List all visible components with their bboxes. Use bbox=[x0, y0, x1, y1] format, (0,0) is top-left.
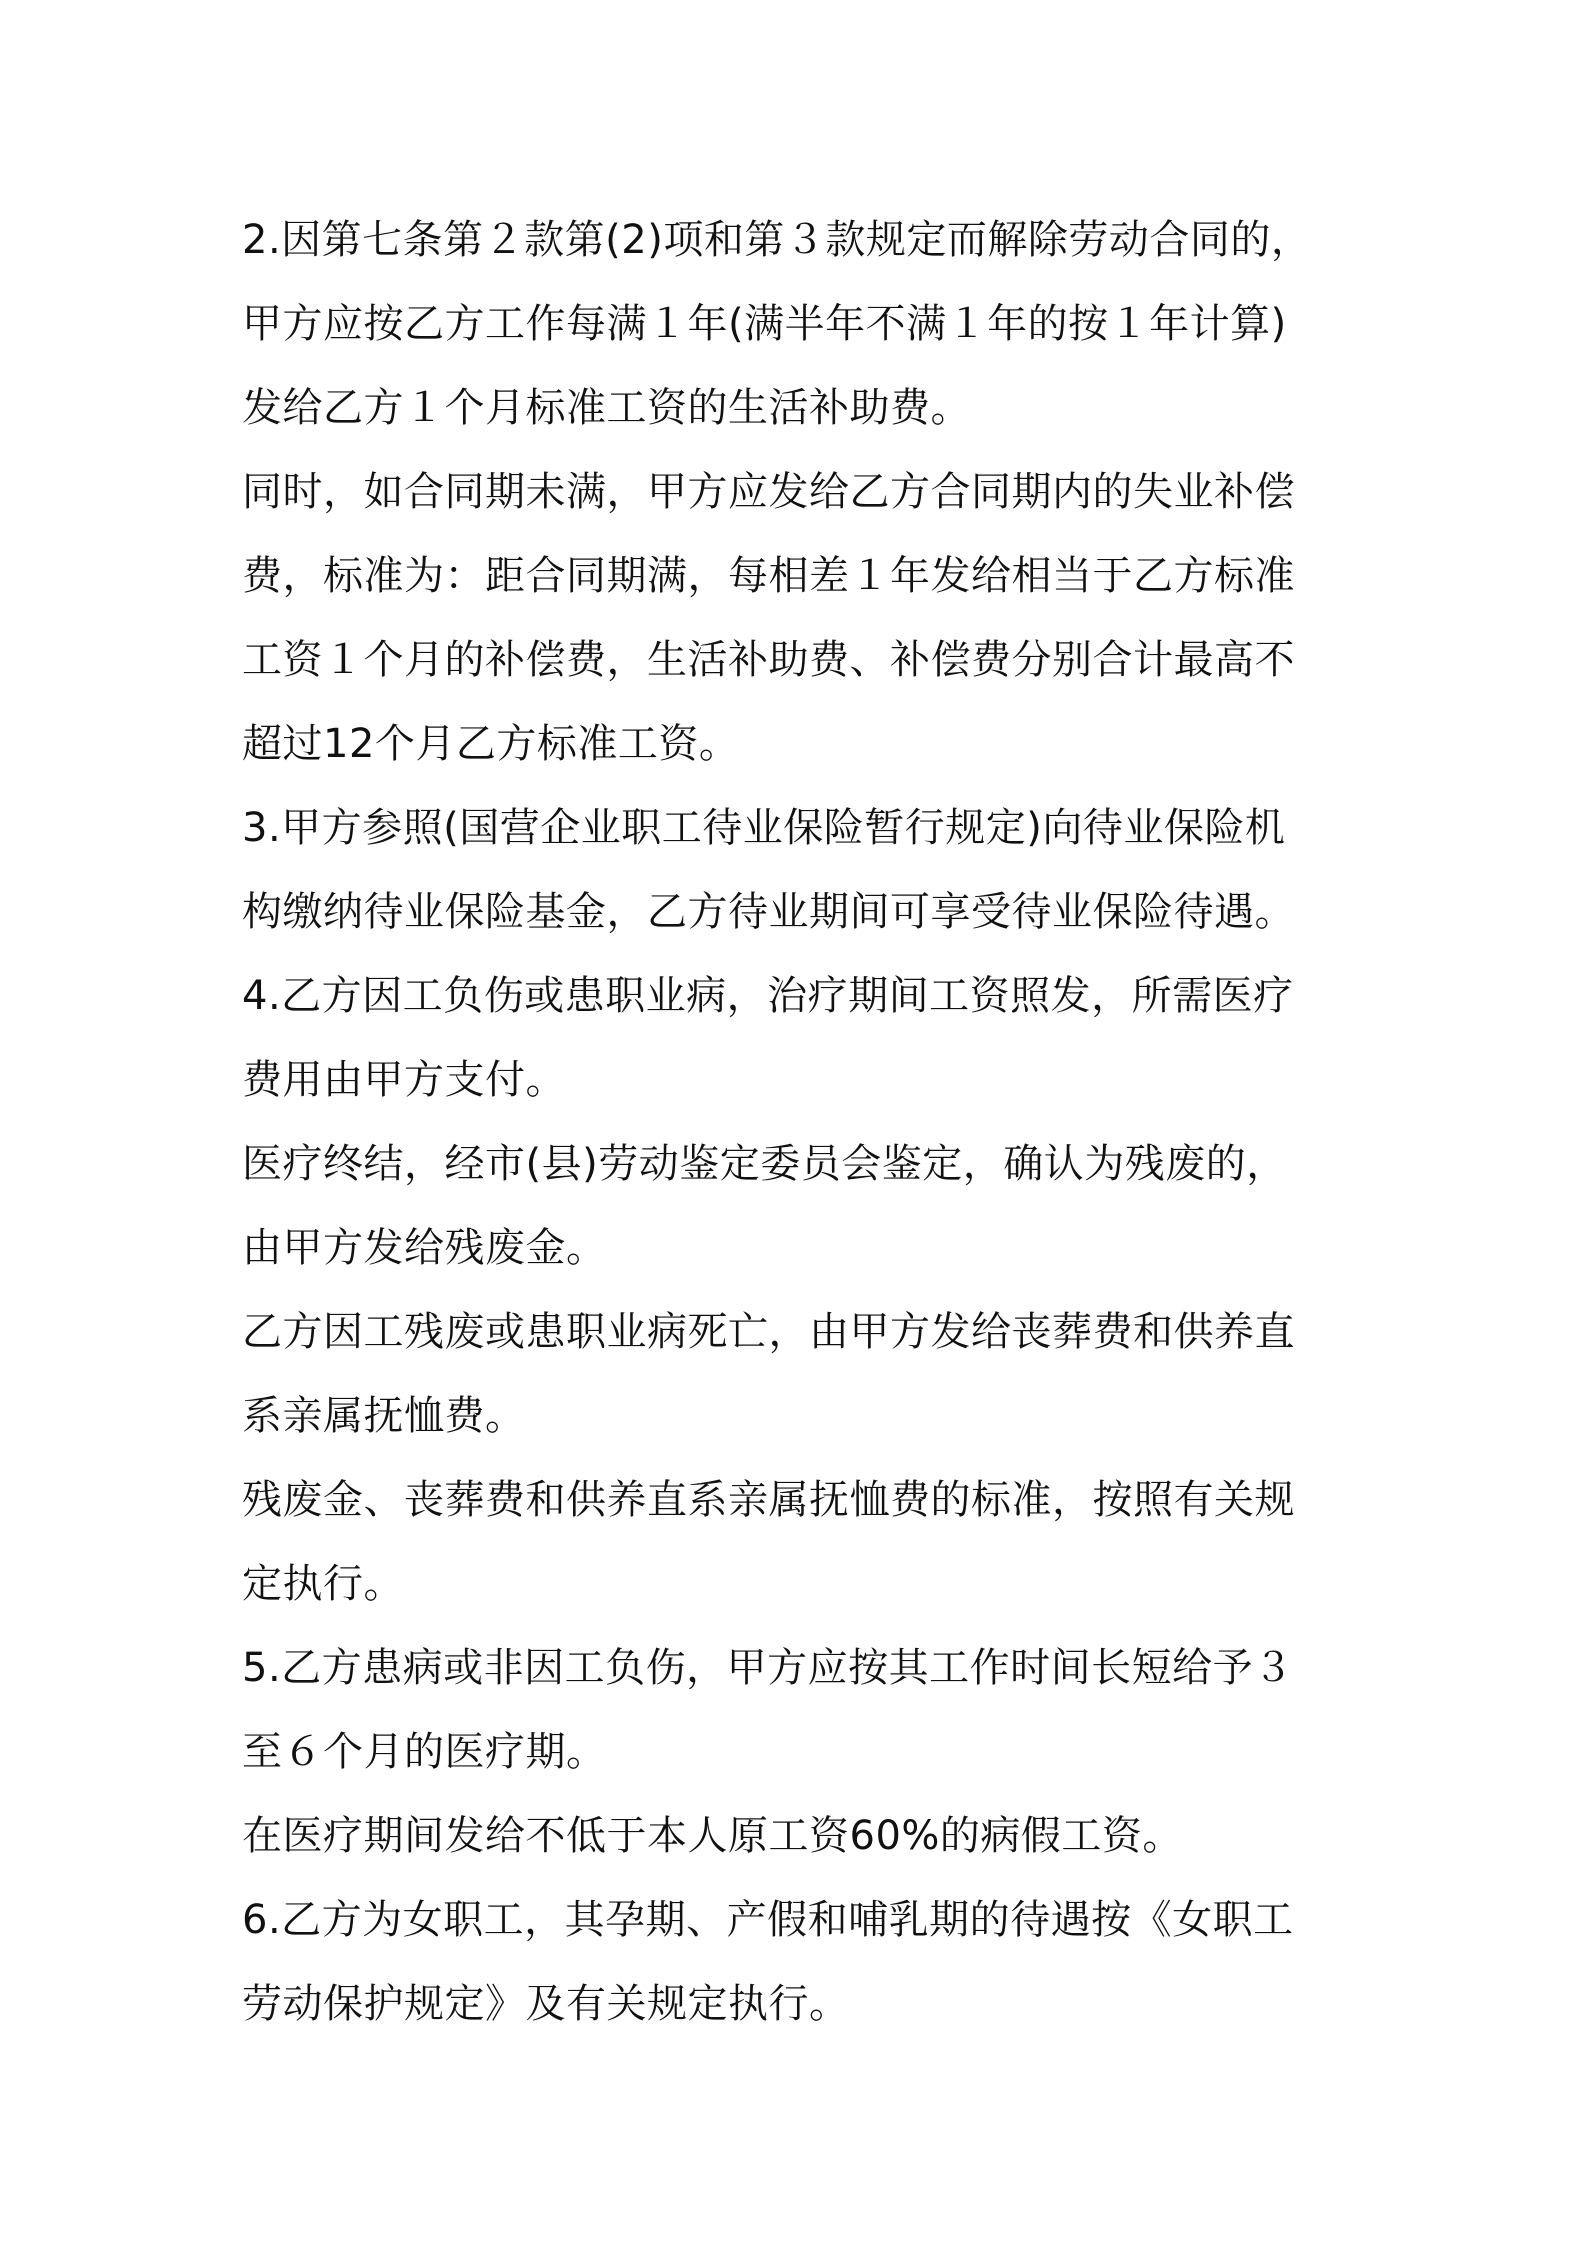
text-line: 同时，如合同期未满，甲方应发给乙方合同期内的失业补偿 bbox=[242, 469, 1295, 515]
text-line: 甲方应按乙方工作每满１年(满半年不满１年的按１年计算) bbox=[242, 301, 1287, 347]
text-line: 4.乙方因工负伤或患职业病，治疗期间工资照发，所需医疗 bbox=[242, 973, 1294, 1019]
text-line: 乙方因工残废或患职业病死亡，由甲方发给丧葬费和供养直 bbox=[242, 1309, 1295, 1355]
text-line: 由甲方发给残废金。 bbox=[242, 1225, 607, 1271]
text-line: 在医疗期间发给不低于本人原工资60%的病假工资。 bbox=[242, 1813, 1183, 1859]
text-line: 2.因第七条第２款第(2)项和第３款规定而解除劳动合同的， bbox=[242, 217, 1312, 263]
text-line: 至６个月的医疗期。 bbox=[242, 1729, 607, 1775]
text-line: 定执行。 bbox=[242, 1561, 404, 1607]
text-line: 系亲属抚恤费。 bbox=[242, 1393, 526, 1439]
text-line: 医疗终结，经市(县)劳动鉴定委员会鉴定，确认为残废的， bbox=[242, 1141, 1287, 1187]
text-line: 费，标准为：距合同期满，每相差１年发给相当于乙方标准 bbox=[242, 553, 1295, 599]
text-line: 劳动保护规定》及有关规定执行。 bbox=[242, 1981, 850, 2027]
text-line: 残废金、丧葬费和供养直系亲属抚恤费的标准，按照有关规 bbox=[242, 1477, 1295, 1523]
text-line: 工资１个月的补偿费，生活补助费、补偿费分别合计最高不 bbox=[242, 637, 1295, 683]
text-line: 超过12个月乙方标准工资。 bbox=[242, 721, 740, 767]
text-line: 构缴纳待业保险基金，乙方待业期间可享受待业保险待遇。 bbox=[242, 889, 1295, 935]
text-line: 费用由甲方支付。 bbox=[242, 1057, 566, 1103]
text-line: 5.乙方患病或非因工负伤，甲方应按其工作时间长短给予３ bbox=[242, 1645, 1294, 1691]
document-body bbox=[242, 198, 1362, 2046]
text-line: 6.乙方为女职工，其孕期、产假和哺乳期的待遇按《女职工 bbox=[242, 1897, 1294, 1943]
text-line: 发给乙方１个月标准工资的生活补助费。 bbox=[242, 385, 971, 431]
text-line: 3.甲方参照(国营企业职工待业保险暂行规定)向待业保险机 bbox=[242, 805, 1286, 851]
